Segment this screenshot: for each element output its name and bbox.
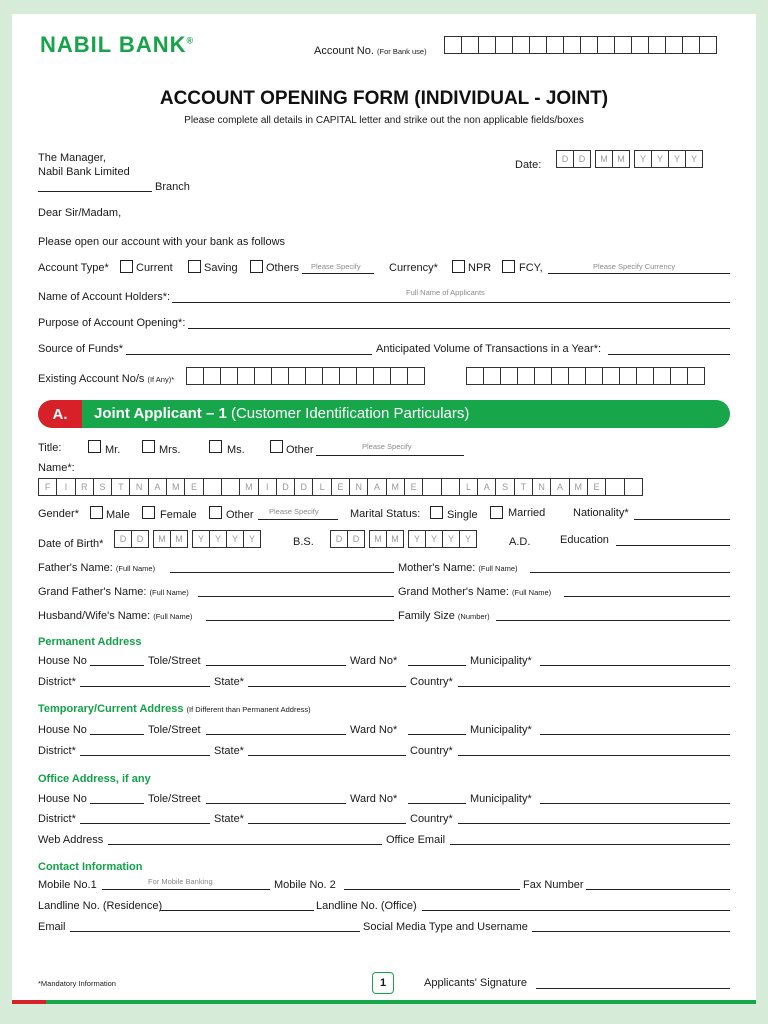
name-cell[interactable]: M — [166, 478, 185, 496]
name-cell[interactable]: L — [312, 478, 331, 496]
name-cell[interactable]: M — [239, 478, 258, 496]
name-cell[interactable]: D — [294, 478, 313, 496]
family-size-field[interactable] — [496, 620, 730, 621]
holders-placeholder: Full Name of Applicants — [406, 288, 485, 297]
temp-state-field[interactable] — [248, 755, 406, 756]
name-cell[interactable]: A — [550, 478, 569, 496]
name-cell[interactable]: D — [276, 478, 295, 496]
existing-account-cell[interactable] — [483, 367, 501, 385]
temp-house-field[interactable] — [90, 734, 144, 735]
dob-cell[interactable]: D — [131, 530, 149, 548]
account-no-cell[interactable] — [614, 36, 632, 54]
title-other-label: Other — [286, 444, 314, 456]
perm-district-label: District* — [38, 676, 76, 688]
male-checkbox[interactable] — [90, 506, 103, 519]
gender-other-field[interactable] — [258, 519, 338, 520]
nationality-field[interactable] — [634, 519, 730, 520]
mr-label: Mr. — [105, 444, 121, 456]
existing-account-cell[interactable] — [288, 367, 306, 385]
dob-cell[interactable]: Y — [425, 530, 443, 548]
account-no-cell[interactable] — [699, 36, 717, 54]
existing-account-cell[interactable] — [636, 367, 654, 385]
name-cell[interactable]: S — [495, 478, 514, 496]
dob-cell[interactable]: Y — [209, 530, 227, 548]
name-cell[interactable] — [422, 478, 441, 496]
landline-off-field[interactable] — [422, 910, 730, 911]
mobile1-label: Mobile No.1 — [38, 879, 97, 891]
existing-account-boxes-2[interactable] — [466, 367, 704, 385]
grandfather-label: Grand Father's Name: (Full Name) — [38, 586, 189, 598]
holders-label: Name of Account Holders*: — [38, 291, 171, 303]
web-address-field[interactable] — [108, 844, 382, 845]
npr-checkbox[interactable] — [452, 260, 465, 273]
grandfather-field[interactable] — [198, 596, 394, 597]
landline-res-field[interactable] — [160, 910, 314, 911]
current-label: Current — [136, 262, 173, 274]
bank-name-line: Nabil Bank Limited — [38, 166, 130, 178]
existing-account-cell[interactable] — [305, 367, 323, 385]
date-cell[interactable]: Y — [685, 150, 703, 168]
existing-account-cell[interactable] — [339, 367, 357, 385]
form-title: ACCOUNT OPENING FORM (INDIVIDUAL - JOINT) — [159, 88, 609, 109]
existing-account-cell[interactable] — [551, 367, 569, 385]
office-email-field[interactable] — [450, 844, 730, 845]
existing-account-cell[interactable] — [220, 367, 238, 385]
name-cell[interactable]: I — [56, 478, 75, 496]
mrs-checkbox[interactable] — [142, 440, 155, 453]
account-no-cell[interactable] — [478, 36, 496, 54]
name-cell[interactable] — [203, 478, 222, 496]
dob-cell[interactable]: M — [170, 530, 188, 548]
gender-label: Gender* — [38, 508, 79, 520]
account-no-cell[interactable] — [665, 36, 683, 54]
others-checkbox[interactable] — [250, 260, 263, 273]
dob-cell[interactable]: D — [114, 530, 132, 548]
temp-district-label: District* — [38, 745, 76, 757]
temp-house-label: House No — [38, 724, 87, 736]
npr-label: NPR — [468, 262, 492, 274]
father-field[interactable] — [170, 572, 394, 573]
mobile2-label: Mobile No. 2 — [274, 879, 336, 891]
name-cell[interactable]: R — [75, 478, 94, 496]
section-a-title: Joint Applicant – 1 (Customer Identification Particulars) — [94, 405, 470, 422]
mobile1-placeholder: For Mobile Banking — [148, 877, 213, 886]
saving-checkbox[interactable] — [188, 260, 201, 273]
date-cell[interactable]: M — [612, 150, 630, 168]
perm-state-label: State* — [214, 676, 244, 688]
name-cell[interactable]: I — [258, 478, 277, 496]
email-field[interactable] — [70, 931, 360, 932]
ad-label: A.D. — [509, 536, 531, 548]
existing-account-cell[interactable] — [466, 367, 484, 385]
mother-field[interactable] — [530, 572, 730, 573]
name-label: Name*: — [38, 462, 75, 474]
perm-country-label: Country* — [410, 676, 453, 688]
title-other-placeholder: Please Specify — [362, 442, 412, 451]
date-cell[interactable]: M — [595, 150, 613, 168]
name-cell[interactable]: A — [367, 478, 386, 496]
male-label: Male — [106, 509, 130, 521]
name-cell[interactable] — [441, 478, 460, 496]
temp-ward-field[interactable] — [408, 734, 466, 735]
office-ward-label: Ward No* — [350, 793, 398, 805]
others-placeholder: Please Specify — [311, 262, 361, 271]
mr-checkbox[interactable] — [88, 440, 101, 453]
bank-logo: NABIL BANK® — [40, 32, 195, 57]
existing-account-cell[interactable] — [619, 367, 637, 385]
bs-label: B.S. — [293, 536, 314, 548]
date-cell[interactable]: D — [573, 150, 591, 168]
fax-field[interactable] — [586, 889, 730, 890]
account-no-cell[interactable] — [546, 36, 564, 54]
existing-account-cell[interactable] — [653, 367, 671, 385]
dob-cell[interactable]: Y — [408, 530, 426, 548]
date-cell[interactable]: Y — [651, 150, 669, 168]
manager-line: The Manager, — [38, 152, 106, 164]
marital-label: Marital Status: — [350, 508, 421, 520]
dob-cell[interactable]: Y — [192, 530, 210, 548]
dob-cell[interactable]: D — [330, 530, 348, 548]
office-address-heading: Office Address, if any — [38, 773, 151, 785]
dob-cell[interactable]: D — [347, 530, 365, 548]
existing-account-cell[interactable] — [602, 367, 620, 385]
female-label: Female — [160, 509, 197, 521]
contact-heading: Contact Information — [38, 861, 143, 873]
single-checkbox[interactable] — [430, 506, 443, 519]
currency-label: Currency* — [389, 262, 438, 274]
temp-ward-label: Ward No* — [350, 724, 398, 736]
account-no-cell[interactable] — [563, 36, 581, 54]
dob-cell[interactable]: M — [153, 530, 171, 548]
single-label: Single — [447, 509, 478, 521]
dob-ad-boxes[interactable] — [330, 530, 476, 548]
office-municipality-label: Municipality* — [470, 793, 532, 805]
existing-account-cell[interactable] — [568, 367, 586, 385]
request-text: Please open our account with your bank as follows — [38, 236, 286, 248]
existing-account-cell[interactable] — [407, 367, 425, 385]
signature-field[interactable] — [536, 988, 730, 989]
temp-district-field[interactable] — [80, 755, 210, 756]
title-label: Title: — [38, 442, 62, 454]
footer-bar-green — [46, 1000, 756, 1004]
mobile1-field[interactable] — [102, 889, 270, 890]
dob-cell[interactable]: M — [386, 530, 404, 548]
female-checkbox[interactable] — [142, 506, 155, 519]
currency-specify-field[interactable] — [548, 273, 730, 274]
name-cell[interactable]: F — [38, 478, 57, 496]
temp-municipality-field[interactable] — [540, 734, 730, 735]
volume-field[interactable] — [608, 354, 730, 355]
page-number: 1 — [372, 972, 394, 994]
dob-cell[interactable]: M — [369, 530, 387, 548]
landline-off-label: Landline No. (Office) — [316, 900, 417, 912]
name-cell[interactable]: L — [459, 478, 478, 496]
existing-account-cell[interactable] — [534, 367, 552, 385]
temp-country-field[interactable] — [458, 755, 730, 756]
account-no-boxes[interactable] — [444, 36, 716, 54]
perm-district-field[interactable] — [80, 686, 210, 687]
account-no-cell[interactable] — [529, 36, 547, 54]
name-cell[interactable]: M — [386, 478, 405, 496]
account-type-label: Account Type* — [38, 262, 109, 274]
account-no-cell[interactable] — [495, 36, 513, 54]
account-no-cell[interactable] — [580, 36, 598, 54]
others-specify-field[interactable] — [302, 273, 374, 274]
married-checkbox[interactable] — [490, 506, 503, 519]
account-no-cell[interactable] — [597, 36, 615, 54]
account-no-label: Account No. (For Bank use) — [314, 45, 427, 57]
source-label: Source of Funds* — [38, 343, 123, 355]
name-cell[interactable] — [605, 478, 624, 496]
name-cell[interactable]: N — [349, 478, 368, 496]
mandatory-note: *Mandatory Information — [38, 979, 116, 988]
name-cell[interactable]: T — [111, 478, 130, 496]
account-no-cell[interactable] — [631, 36, 649, 54]
fax-label: Fax Number — [523, 879, 584, 891]
nationality-label: Nationality* — [573, 507, 629, 519]
signature-label: Applicants' Signature — [424, 977, 527, 989]
name-cell[interactable]: E — [587, 478, 606, 496]
others-label: Others — [266, 262, 300, 274]
date-cell[interactable]: D — [556, 150, 574, 168]
mother-label: Mother's Name: (Full Name) — [398, 562, 518, 574]
perm-tole-field[interactable] — [206, 665, 346, 666]
account-no-cell[interactable] — [512, 36, 530, 54]
gender-other-checkbox[interactable] — [209, 506, 222, 519]
footer-bar-red — [12, 1000, 46, 1004]
name-cell[interactable] — [221, 478, 240, 496]
perm-house-field[interactable] — [90, 665, 144, 666]
dob-cell[interactable]: Y — [459, 530, 477, 548]
office-house-field[interactable] — [90, 803, 144, 804]
perm-ward-field[interactable] — [408, 665, 466, 666]
married-label: Married — [508, 507, 546, 519]
name-cell[interactable]: A — [477, 478, 496, 496]
education-label: Education — [560, 534, 609, 546]
temp-country-label: Country* — [410, 745, 453, 757]
temp-tole-field[interactable] — [206, 734, 346, 735]
mrs-label: Mrs. — [159, 444, 181, 456]
form-page — [12, 14, 756, 1004]
section-a-banner — [38, 400, 730, 428]
section-a-letter: A. — [38, 400, 82, 428]
existing-account-cell[interactable] — [585, 367, 603, 385]
name-cell[interactable]: E — [184, 478, 203, 496]
grandmother-field[interactable] — [564, 596, 730, 597]
existing-account-cell[interactable] — [356, 367, 374, 385]
name-cell[interactable]: E — [331, 478, 350, 496]
email-label: Email — [38, 921, 66, 933]
existing-account-cell[interactable] — [186, 367, 204, 385]
office-tole-field[interactable] — [206, 803, 346, 804]
temp-state-label: State* — [214, 745, 244, 757]
purpose-label: Purpose of Account Opening*: — [38, 317, 186, 329]
purpose-field[interactable] — [188, 328, 730, 329]
temp-municipality-label: Municipality* — [470, 724, 532, 736]
web-address-label: Web Address — [38, 834, 104, 846]
name-cell[interactable]: N — [532, 478, 551, 496]
salutation: Dear Sir/Madam, — [38, 207, 122, 219]
ms-checkbox[interactable] — [209, 440, 222, 453]
existing-account-cell[interactable] — [390, 367, 408, 385]
date-cell[interactable]: Y — [634, 150, 652, 168]
gender-other-label: Other — [226, 509, 254, 521]
account-no-cell[interactable] — [444, 36, 462, 54]
perm-state-field[interactable] — [248, 686, 406, 687]
perm-municipality-field[interactable] — [540, 665, 730, 666]
office-district-label: District* — [38, 813, 76, 825]
existing-account-cell[interactable] — [500, 367, 518, 385]
education-field[interactable] — [616, 545, 730, 546]
family-size-label: Family Size (Number) — [398, 610, 490, 622]
saving-label: Saving — [204, 262, 238, 274]
office-email-label: Office Email — [386, 834, 446, 846]
name-cell[interactable]: A — [148, 478, 167, 496]
existing-account-boxes-1[interactable] — [186, 367, 424, 385]
perm-tole-label: Tole/Street — [148, 655, 201, 667]
dob-label: Date of Birth* — [38, 538, 104, 550]
permanent-address-heading: Permanent Address — [38, 636, 142, 648]
name-cell[interactable]: N — [129, 478, 148, 496]
office-country-label: Country* — [410, 813, 453, 825]
form-subtitle: Please complete all details in CAPITAL letter and strike out the non applicable fields/boxes — [184, 115, 584, 126]
existing-account-cell[interactable] — [322, 367, 340, 385]
existing-account-cell[interactable] — [254, 367, 272, 385]
existing-account-cell[interactable] — [670, 367, 688, 385]
name-cell[interactable]: M — [569, 478, 588, 496]
account-no-cell[interactable] — [648, 36, 666, 54]
social-label: Social Media Type and Username — [363, 921, 528, 933]
name-cell[interactable]: S — [93, 478, 112, 496]
mobile2-field[interactable] — [344, 889, 520, 890]
perm-house-label: House No — [38, 655, 87, 667]
date-cell[interactable]: Y — [668, 150, 686, 168]
dob-cell[interactable]: Y — [226, 530, 244, 548]
spouse-field[interactable] — [206, 620, 394, 621]
office-district-field[interactable] — [80, 823, 210, 824]
title-other-field[interactable] — [316, 455, 464, 456]
existing-account-cell[interactable] — [687, 367, 705, 385]
name-cell[interactable] — [624, 478, 643, 496]
existing-label: Existing Account No/s (If Any)* — [38, 373, 175, 385]
perm-country-field[interactable] — [458, 686, 730, 687]
holders-field[interactable] — [172, 302, 730, 303]
office-country-field[interactable] — [458, 823, 730, 824]
perm-ward-label: Ward No* — [350, 655, 398, 667]
branch-field[interactable] — [38, 191, 152, 192]
dob-bs-boxes[interactable] — [114, 530, 260, 548]
account-no-cell[interactable] — [461, 36, 479, 54]
volume-label: Anticipated Volume of Transactions in a Year*: — [376, 343, 602, 355]
fcy-checkbox[interactable] — [502, 260, 515, 273]
temp-tole-label: Tole/Street — [148, 724, 201, 736]
landline-res-label: Landline No. (Residence) — [38, 900, 163, 912]
name-cell[interactable]: E — [404, 478, 423, 496]
spouse-label: Husband/Wife's Name: (Full Name) — [38, 610, 193, 622]
grandmother-label: Grand Mother's Name: (Full Name) — [398, 586, 552, 598]
existing-account-cell[interactable] — [373, 367, 391, 385]
temporary-address-heading: Temporary/Current Address (If Different than Permanent Address) — [38, 703, 311, 715]
existing-account-cell[interactable] — [517, 367, 535, 385]
name-cell[interactable]: T — [514, 478, 533, 496]
source-field[interactable] — [126, 354, 372, 355]
date-label: Date: — [515, 159, 542, 171]
branch-label: Branch — [155, 181, 190, 193]
dob-cell[interactable]: Y — [442, 530, 460, 548]
ms-label: Ms. — [227, 444, 245, 456]
dob-cell[interactable]: Y — [243, 530, 261, 548]
social-field[interactable] — [532, 931, 730, 932]
office-state-label: State* — [214, 813, 244, 825]
gender-placeholder: Please Specify — [269, 507, 319, 516]
perm-municipality-label: Municipality* — [470, 655, 532, 667]
current-checkbox[interactable] — [120, 260, 133, 273]
office-tole-label: Tole/Street — [148, 793, 201, 805]
existing-account-cell[interactable] — [203, 367, 221, 385]
office-municipality-field[interactable] — [540, 803, 730, 804]
title-other-checkbox[interactable] — [270, 440, 283, 453]
existing-account-cell[interactable] — [271, 367, 289, 385]
date-boxes[interactable] — [556, 150, 702, 168]
currency-placeholder: Please Specify Currency — [593, 262, 676, 271]
office-ward-field[interactable] — [408, 803, 466, 804]
account-no-cell[interactable] — [682, 36, 700, 54]
name-boxes[interactable] — [38, 478, 642, 496]
father-label: Father's Name: (Full Name) — [38, 562, 156, 574]
office-state-field[interactable] — [248, 823, 406, 824]
existing-account-cell[interactable] — [237, 367, 255, 385]
office-house-label: House No — [38, 793, 87, 805]
fcy-label: FCY, — [519, 262, 543, 274]
